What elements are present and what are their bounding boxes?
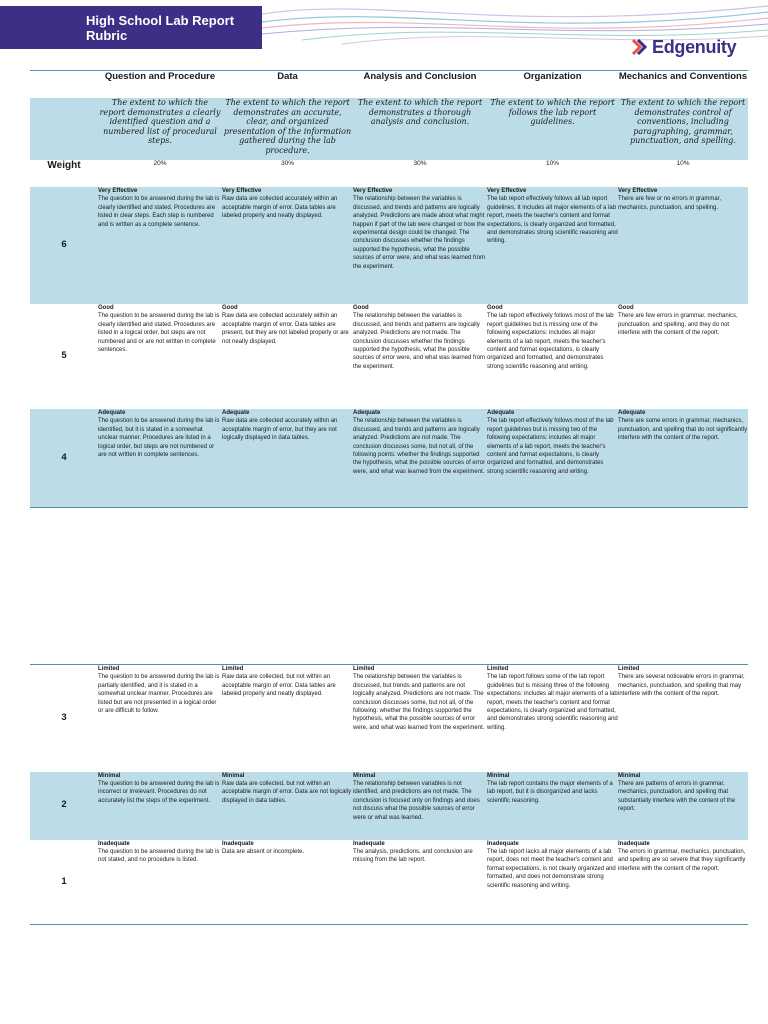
level-label: Adequate [222, 410, 250, 416]
rubric-cell [618, 772, 748, 840]
rubric-cell [487, 840, 618, 925]
level-label: Adequate [618, 410, 646, 416]
rubric-cell [618, 665, 748, 772]
level-label: Good [618, 305, 634, 311]
weight-value: 30% [280, 160, 294, 167]
level-label: Minimal [353, 772, 376, 779]
score-row-1 [30, 840, 748, 925]
criteria-text: The relationship between the variables is discussed, and trends and patterns are logically analyzed. Predictions are not made. The conclusion discusses whether the findings supported the hypothesis, what the possible sources of error were, and what was learned from the experiment. [353, 313, 486, 370]
level-label: Adequate [487, 410, 515, 416]
weight-value: 10% [545, 160, 559, 167]
level-label: Minimal [618, 772, 641, 779]
weight-row [30, 160, 748, 187]
level-label: Inadequate [618, 840, 650, 847]
criteria-text: There are some errors in grammar, mechanics, punctuation, and spelling that do not significantly interfere with the content of the report. [618, 418, 748, 442]
rubric-cell [353, 304, 487, 409]
rubric-cell [487, 304, 618, 409]
level-label: Minimal [98, 772, 121, 779]
level-label: Limited [618, 666, 640, 672]
page-title: High School Lab Report Rubric [86, 12, 235, 43]
criteria-text: There are few errors in grammar, mechanics, punctuation, and spelling, and they do not interfere with the content of the report. [618, 313, 738, 337]
criteria-text: The lab report lacks all major elements of a lab report, does not meet the teacher's content and format expectations, is not clearly organized and formatted, and does not demonstrate strong scientific reasoning and writing. [487, 848, 616, 889]
rubric-cell [98, 409, 222, 507]
level-label: Adequate [98, 410, 126, 416]
rubric-cell [98, 304, 222, 409]
criteria-text: The lab report follows some of the lab report guidelines but is missing three of the following expectations: includes all major elements of a lab report, meets the teacher's content and format expectations, is clearly organized and formatted, and demonstrates strong scientific reasoning and writing. [487, 674, 618, 731]
column-description: The extent to which the report follows the lab report guidelines. [487, 98, 618, 160]
weight-value: 30% [413, 160, 427, 167]
level-label: Good [222, 305, 238, 311]
level-label: Limited [353, 666, 375, 672]
level-label: Limited [487, 666, 509, 672]
criteria-text: There are patterns of errors in grammar, mechanics, punctuation, and spelling that substantially interfere with the content of the report. [618, 780, 736, 813]
column-description: The extent to which the report demonstrates a clearly identified question and a numbered list of procedural steps. [98, 98, 222, 160]
level-label: Inadequate [98, 840, 130, 847]
level-label: Adequate [353, 410, 381, 416]
rubric-cell [353, 772, 487, 840]
score-label: 4 [30, 409, 98, 507]
rubric-cell [222, 409, 353, 507]
corner-cell [30, 98, 98, 160]
weight-value: 20% [153, 160, 167, 167]
rubric-cell [98, 772, 222, 840]
rubric-table-bottom [30, 664, 748, 925]
level-label: Very Effective [618, 188, 658, 194]
score-label: 3 [61, 712, 67, 724]
column-header: Mechanics and Conventions [618, 71, 748, 99]
level-label: Minimal [487, 772, 510, 779]
rubric-cell [618, 187, 748, 304]
score-row-3 [30, 665, 748, 772]
weight-value: 10% [676, 160, 690, 167]
criteria-text: Raw data are collected accurately within an acceptable margin of error. Data tables are labeled properly and neatly displayed. [222, 196, 338, 220]
level-label: Very Effective [222, 188, 262, 194]
criteria-text: The relationship between variables is not identified, and predictions are not made. The conclusion is focused only on findings and does not discuss what the possible sources of error were or what was learned. [353, 780, 480, 821]
rubric-cell [487, 409, 618, 507]
criteria-text: The relationship between the variables is discussed, but trends and patterns are not logically analyzed. Predictions are not made. The conclusion discusses some, but not all, of the following: whether the findings supported the hypothesis, what the possible sources of error were, and what was learned from the experiment. [353, 674, 485, 731]
rubric-cell [487, 772, 618, 840]
level-label: Good [98, 305, 114, 311]
rubric-cell [353, 187, 487, 304]
level-label: Limited [222, 666, 244, 672]
column-header: Data [222, 71, 353, 99]
score-label: 5 [61, 350, 67, 362]
rubric-cell [618, 840, 748, 925]
criteria-text: The question to be answered during the lab is identified, but it is stated in a somewhat unclear manner. Procedures are listed in a logical order, but steps are not numbered or are not written in complete sentences. [98, 418, 220, 459]
level-label: Limited [98, 666, 120, 672]
column-description: The extent to which the report demonstrates a thorough analysis and conclusion. [353, 98, 487, 160]
criteria-text: Data are absent or incomplete. [222, 848, 305, 855]
criteria-text: There are several noticeable errors in grammar, mechanics, punctuation, and spelling that may interfere with the content of the report. [618, 674, 745, 698]
column-description: The extent to which the report demonstrates an accurate, clear, and organized presentation of the information gathered during the lab procedure. [222, 98, 353, 160]
rubric-cell [487, 665, 618, 772]
x-logo-icon [632, 39, 650, 55]
rubric-table-top [30, 70, 748, 508]
criteria-text: The lab report effectively follows most of the lab report guidelines but is missing one of the following expectations: includes all major elements of a lab report, meets the teacher's content and format expectations, is clearly organized and formatted, and demonstrates strong scientific reasoning and writing. [487, 313, 614, 370]
rubric-cell [618, 304, 748, 409]
criteria-text: The analysis, predictions, and conclusion are missing from the lab report. [353, 848, 473, 864]
rubric-cell [353, 665, 487, 772]
score-label: 6 [30, 187, 98, 304]
criteria-text: The lab report effectively follows all lab report guidelines. It includes all major elements of a lab report, meets the teacher's content and format expectations, is clearly organized and formatted, and demonstrates strong scientific reasoning and writing. [487, 196, 618, 245]
rubric-cell [222, 772, 353, 840]
edgenuity-logo: Edgenuity [632, 36, 752, 58]
rubric-cell [222, 840, 353, 925]
score-row-2 [30, 772, 748, 840]
rubric-cell [222, 304, 353, 409]
column-description: The extent to which the report demonstrates control of conventions, including paragraphing, grammar, punctuation, and spelling. [618, 98, 748, 160]
rubric-cell [98, 665, 222, 772]
rubric-cell [98, 187, 222, 304]
score-label: 1 [30, 840, 98, 925]
rubric-cell [618, 409, 748, 507]
score-row-4 [30, 409, 748, 507]
level-label: Inadequate [487, 840, 519, 847]
title-banner [0, 6, 262, 49]
criteria-text: The errors in grammar, mechanics, punctuation, and spelling are so severe that they significantly interfere with the content of the report. [618, 848, 746, 872]
corner-cell [30, 71, 98, 99]
criteria-text: There are few or no errors in grammar, mechanics, punctuation, and spelling. [618, 196, 722, 211]
criteria-text: The question to be answered during the lab is partially identified, and it is stated in a somewhat unclear manner. Procedures are listed but are not presented in a logical order or are difficult to follow. [98, 674, 220, 715]
score-label: 2 [30, 772, 98, 840]
rubric-cell [222, 187, 353, 304]
criteria-text: The relationship between the variables is discussed, and trends and patterns are logically analyzed. Predictions are not made. The conclusion discusses some, but not all, of the following points: whether the findings supported the hypothesis, what the possible sources of error were, and what was learned from the experiment. [353, 418, 486, 475]
criteria-text: The lab report contains the major elements of a lab report, but it is disorganized and lacks scientific reasoning. [487, 780, 613, 804]
criteria-text: Raw data are collected accurately within an acceptable margin of error. Data tables are present, but they are not labeled properly or are not neatly displayed. [222, 313, 349, 345]
criteria-text: The question to be answered during the lab is clearly identified and stated. Procedures are listed in a logical order, but steps are not numbered and or are not written in complete sentences. [98, 313, 220, 354]
criteria-text: The lab report effectively follows most of the lab report guidelines but is missing two of the following expectations: includes all major elements of a lab report, meets the teacher's content and format expectations, is clearly organized and formatted, and demonstrates strong scientific reasoning and writing. [487, 418, 614, 475]
rubric-cell [353, 409, 487, 507]
criteria-text: Raw data are collected, but not within an acceptable margin of error. Data are not logically displayed in data tables. [222, 780, 352, 804]
level-label: Very Effective [98, 188, 138, 194]
column-header: Analysis and Conclusion [353, 71, 487, 99]
level-label: Minimal [222, 772, 245, 779]
level-label: Good [487, 305, 503, 311]
description-row [30, 98, 748, 160]
score-row-6 [30, 187, 748, 304]
rubric-cell [98, 840, 222, 925]
score-row-5 [30, 304, 748, 409]
criteria-text: The question to be answered during the lab is clearly identified and stated. Procedures are listed in clear steps. Each step is numbered and is written as a complete sentence. [98, 196, 220, 228]
rubric-cell [353, 840, 487, 925]
level-label: Inadequate [222, 840, 254, 847]
rubric-cell [222, 665, 353, 772]
rubric-cell [487, 187, 618, 304]
level-label: Very Effective [487, 188, 527, 194]
level-label: Inadequate [353, 840, 385, 847]
criteria-text: The relationship between the variables is discussed, and trends and patterns are logically analyzed. Predictions are made about what might happen if part of the lab were changed or how the experimental design could be changed. The conclusion discusses whether the findings supported the hypothesis, what the possible sources of error were, and what was learned from the experiment. [353, 196, 486, 270]
level-label: Good [353, 305, 369, 311]
criteria-text: The question to be answered during the lab is incorrect or irrelevant. Procedures do not accurately list the steps of the experiment. [98, 780, 220, 804]
column-header-row [30, 71, 748, 99]
column-header: Organization [487, 71, 618, 99]
criteria-text: Raw data are collected accurately within an acceptable margin of error, but they are not logically displayed in data tables. [222, 418, 338, 442]
criteria-text: The question to be answered during the lab is not stated, and no procedure is listed. [98, 848, 220, 864]
weight-label: Weight [47, 160, 81, 171]
level-label: Very Effective [353, 188, 393, 194]
column-header: Question and Procedure [98, 71, 222, 99]
criteria-text: Raw data are collected, but not within an acceptable margin of error. Data tables are labeled properly and neatly displayed. [222, 674, 336, 698]
